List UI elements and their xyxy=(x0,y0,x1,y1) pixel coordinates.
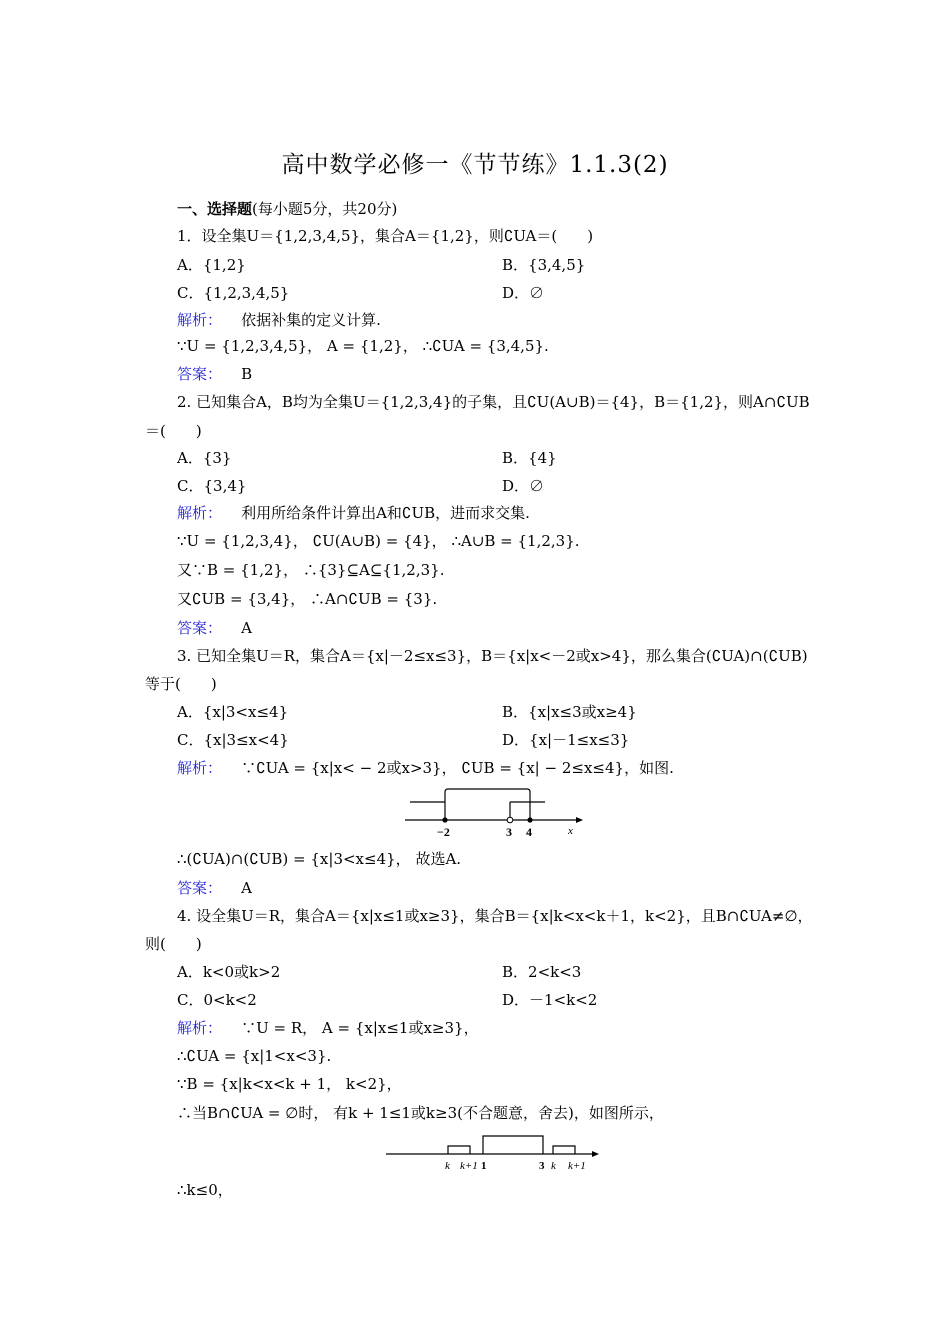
q4-stem: 4. 设全集U＝R，集合A＝{x|x≤1或x≥3}，集合B＝{x|k<x<k＋1，k<2}，且B∩∁UA≠∅， xyxy=(177,907,813,925)
label-k1-right: k+1 xyxy=(568,1160,586,1172)
answer-value: A xyxy=(241,879,252,897)
q2-stem-cont: ＝( ) xyxy=(145,422,202,440)
q3-option-d: D．{x|－1≤x≤3} xyxy=(502,731,630,749)
analysis-label: 解析： xyxy=(177,1019,223,1037)
label-3: 3 xyxy=(539,1160,545,1172)
analysis-label: 解析： xyxy=(177,759,223,777)
analysis-text: 依据补集的定义计算. xyxy=(241,311,381,329)
point-neg2 xyxy=(442,817,447,822)
q2-solution-line-2: 又∵B = {1,2}， ∴{3}⊆A⊆{1,2,3}. xyxy=(177,561,445,579)
analysis-label: 解析： xyxy=(177,504,223,522)
q4-number-line-figure xyxy=(382,1130,602,1174)
q1-option-a: A．{1,2} xyxy=(177,256,246,274)
answer-label: 答案： xyxy=(177,879,223,897)
label-neg2: −2 xyxy=(437,825,450,839)
page-title: 高中数学必修一《节节练》1.1.3(2) xyxy=(281,152,669,178)
q2-option-c: C．{3,4} xyxy=(177,477,247,495)
interval-right-k xyxy=(553,1146,575,1154)
q4-stem-cont: 则( ) xyxy=(145,935,202,953)
q2-solution-line-3: 又∁UB = {3,4}， ∴A∩∁UB = {3}. xyxy=(177,590,438,608)
section-head: 一、选择题 xyxy=(177,200,253,218)
answer-value: B xyxy=(241,365,253,383)
q1-stem: 1．设全集U＝{1,2,3,4,5}，集合A＝{1,2}，则∁UA＝( ) xyxy=(177,227,594,245)
label-x: x xyxy=(568,825,573,837)
q2-option-a: A．{3} xyxy=(177,449,232,467)
q3-answer xyxy=(177,878,252,898)
label-1: 1 xyxy=(481,1160,487,1172)
q3-stem-cont: 等于( ) xyxy=(145,675,217,693)
q3-option-a: A．{x|3<x≤4} xyxy=(177,703,289,721)
q4-solution-line-3: ∴当B∩∁UA = ∅时， 有k + 1≤1或k≥3(不合题意，舍去)，如图所示， xyxy=(177,1104,664,1122)
q1-option-d: D．∅ xyxy=(502,284,545,302)
q2-solution-line-1: ∵U = {1,2,3,4}， ∁U(A∪B) = {4}， ∴A∪B = {1,2,3}. xyxy=(177,532,580,550)
interval-left-k xyxy=(448,1146,470,1154)
q3-option-c: C．{x|3≤x<4} xyxy=(177,731,289,749)
q3-analysis xyxy=(177,758,674,778)
q3-number-line-figure xyxy=(400,784,590,840)
cuB-bracket xyxy=(445,789,530,820)
q4-analysis xyxy=(177,1018,479,1038)
q1-solution-line: ∵U = {1,2,3,4,5}， A = {1,2}， ∴∁UA = {3,4,5}. xyxy=(177,337,549,355)
q4-option-b: B．2<k<3 xyxy=(502,963,582,981)
q2-answer xyxy=(177,618,252,638)
q4-solution-line-4: ∴k≤0， xyxy=(177,1181,233,1199)
q1-analysis xyxy=(177,310,381,330)
answer-label: 答案： xyxy=(177,619,223,637)
q3-option-b: B．{x|x≤3或x≥4} xyxy=(502,703,637,721)
q1-option-b: B．{3,4,5} xyxy=(502,256,586,274)
interval-1-3 xyxy=(483,1136,543,1154)
q4-option-a: A．k<0或k>2 xyxy=(177,963,281,981)
label-4: 4 xyxy=(526,825,532,839)
q2-stem: 2. 已知集合A，B均为全集U＝{1,2,3,4}的子集，且∁U(A∪B)＝{4}，B＝{1,2}，则A∩∁UB xyxy=(177,393,810,411)
q2-option-d: D．∅ xyxy=(502,477,545,495)
section-heading xyxy=(177,199,397,219)
q2-analysis xyxy=(177,503,530,523)
q4-solution-line-2: ∵B = {x|k<x<k + 1， k<2}， xyxy=(177,1075,402,1093)
point-3 xyxy=(507,817,513,823)
point-4 xyxy=(527,817,532,822)
q1-answer xyxy=(177,364,252,384)
axis-arrow xyxy=(576,817,583,823)
axis-arrow xyxy=(592,1151,599,1157)
analysis-text: ∵U = R， A = {x|x≤1或x≥3}， xyxy=(241,1019,479,1037)
answer-value: A xyxy=(241,619,252,637)
q3-stem: 3. 已知全集U＝R，集合A＝{x|－2≤x≤3}，B＝{x|x<－2或x>4}，那么集合(∁UA)∩(∁UB) xyxy=(177,647,808,665)
q4-option-c: C．0<k<2 xyxy=(177,991,257,1009)
answer-label: 答案： xyxy=(177,365,223,383)
q2-option-b: B．{4} xyxy=(502,449,557,467)
analysis-text: ∵∁UA = {x|x< − 2或x>3}， ∁UB = {x| − 2≤x≤4}，如图. xyxy=(241,759,674,777)
label-3: 3 xyxy=(506,825,512,839)
q3-solution-line: ∴(∁UA)∩(∁UB) = {x|3<x≤4}， 故选A. xyxy=(177,850,462,868)
label-k1-left: k+1 xyxy=(460,1160,478,1172)
q4-option-d: D．－1<k<2 xyxy=(502,991,598,1009)
label-k-left: k xyxy=(445,1160,450,1172)
q4-solution-line-1: ∴∁UA = {x|1<x<3}. xyxy=(177,1047,332,1065)
analysis-label: 解析： xyxy=(177,311,223,329)
label-k-right: k xyxy=(551,1160,556,1172)
section-note: (每小题5分，共20分) xyxy=(252,200,398,218)
q1-option-c: C．{1,2,3,4,5} xyxy=(177,284,290,302)
analysis-text: 利用所给条件计算出A和∁UB，进而求交集. xyxy=(241,504,530,522)
